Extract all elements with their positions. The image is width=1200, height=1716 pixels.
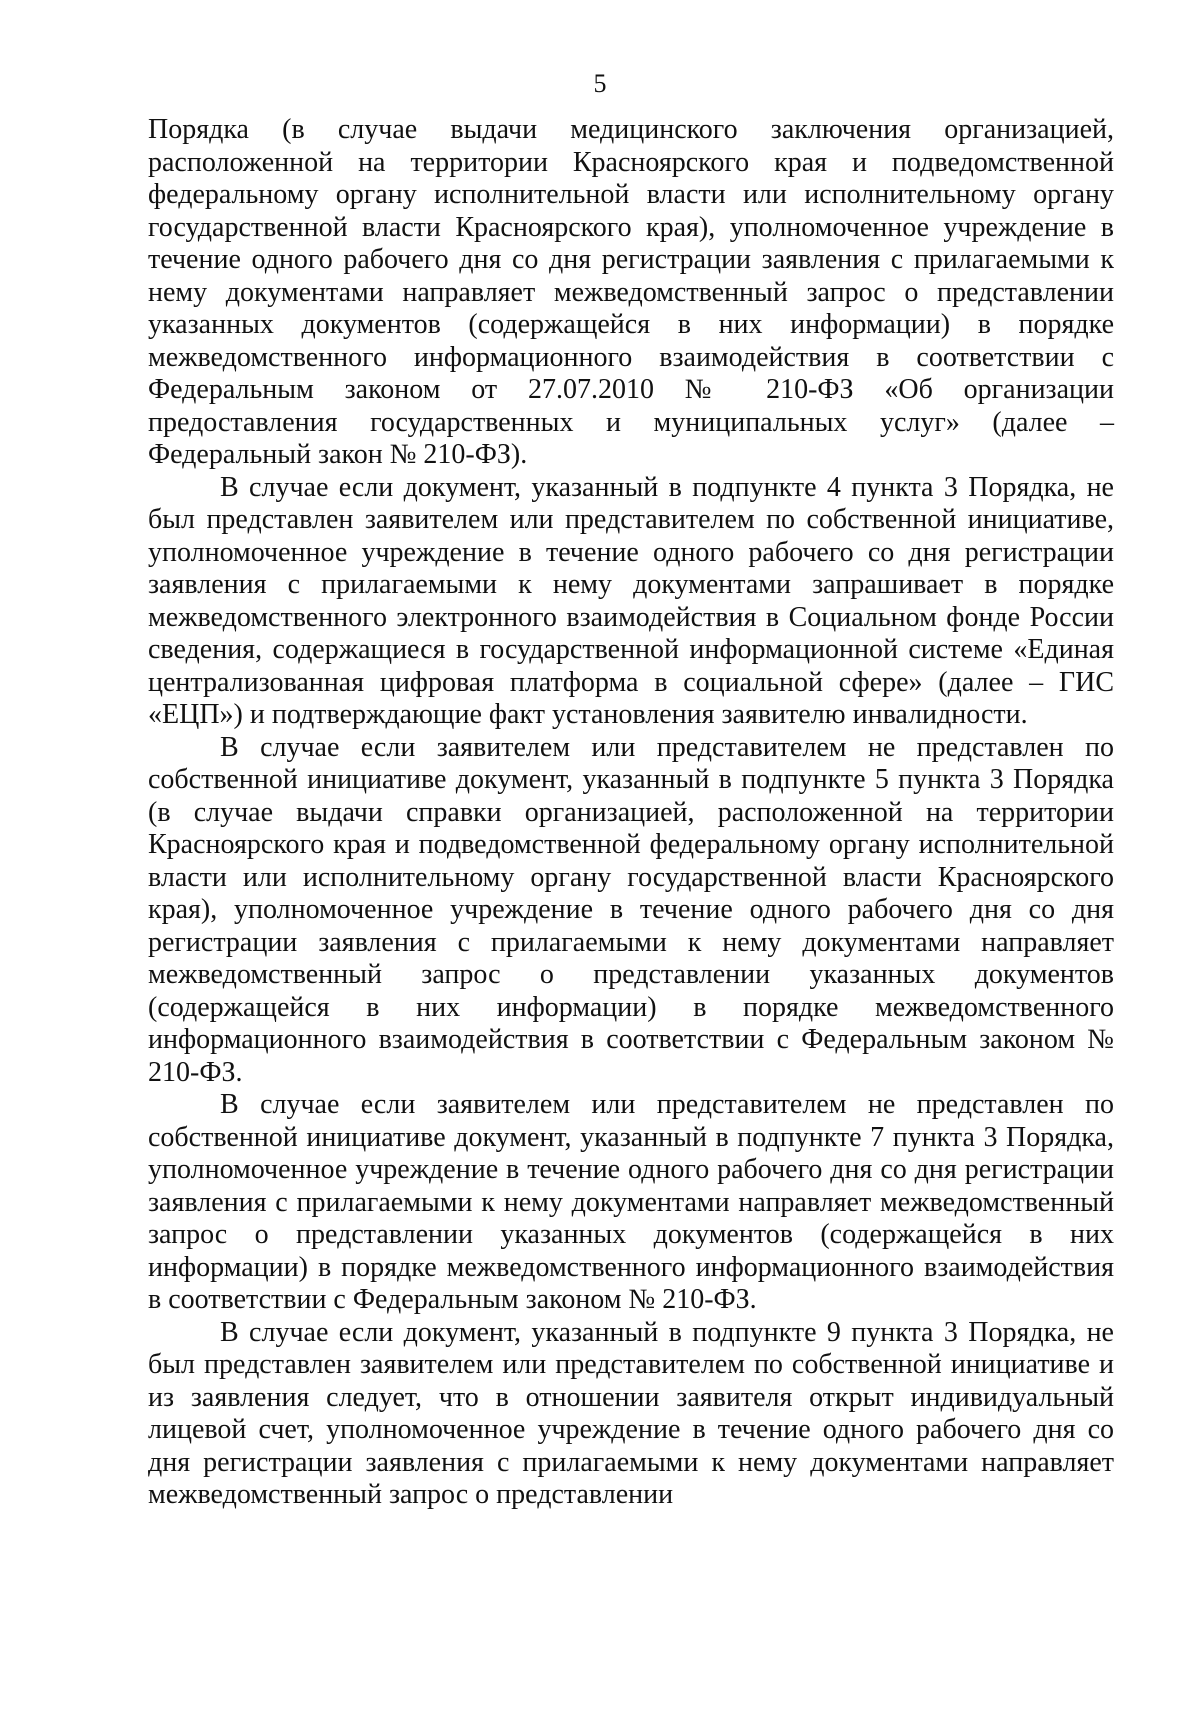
paragraph-subpoint-9: В случае если документ, указанный в подпункте 9 пункта 3 Порядка, не был представлен заявителем или представителем по собственной инициативе и из заявления следует, что в отношении заявителя открыт индивидуальный лицевой счет, уполномоченное учреждение в течение одного рабочего дня со дня регистрации заявления с прилагаемыми к нему документами направляет межведомственный запрос о представлении — [148, 1316, 1114, 1510]
paragraph-subpoint-7: В случае если заявителем или представителем не представлен по собственной инициативе документ, указанный в подпункте 7 пункта 3 Порядка, уполномоченное учреждение в течение одного рабочего дня со дня регистрации заявления с прилагаемыми к нему документами направляет межведомственный запрос о представлении указанных документов (содержащейся в них информации) в порядке межведомственного информационного взаимодействия в соответствии с Федеральным законом № 210-ФЗ. — [148, 1089, 1114, 1315]
paragraph-subpoint-5: В случае если заявителем или представителем не представлен по собственной инициативе документ, указанный в подпункте 5 пункта 3 Порядка (в случае выдачи справки организацией, расположенной на территории Красноярского края и подведомственной федеральному органу исполнительной власти или исполнительному органу государственной власти Красноярского края), уполномоченное учреждение в течение одного рабочего дня со дня регистрации заявления с прилагаемыми к нему документами направляет межведомственный запрос о представлении указанных документов (содержащейся в них информации) в порядке межведомственного информационного взаимодействия в соответствии с Федеральным законом № 210-ФЗ. — [148, 731, 1114, 1088]
paragraph-continuation: Порядка (в случае выдачи медицинского заключения организацией, расположенной на территории Красноярского края и подведомственной федеральному органу исполнительной власти или исполнительному органу государственной власти Красноярского края), уполномоченное учреждение в течение одного рабочего дня со дня регистрации заявления с прилагаемыми к нему документами направляет межведомственный запрос о представлении указанных документов (содержащейся в них информации) в порядке межведомственного информационного взаимодействия в соответствии с Федеральным законом от 27.07.2010 № 210-ФЗ «Об организации предоставления государственных и муниципальных услуг» (далее – Федеральный закон № 210-ФЗ). — [148, 114, 1114, 470]
document-body — [148, 114, 1114, 1512]
paragraph-subpoint-4: В случае если документ, указанный в подпункте 4 пункта 3 Порядка, не был представлен заявителем или представителем по собственной инициативе, уполномоченное учреждение в течение одного рабочего со дня регистрации заявления с прилагаемыми к нему документами запрашивает в порядке межведомственного электронного взаимодействия в Социальном фонде России сведения, содержащиеся в государственной информационной системе «Единая централизованная цифровая платформа в социальной сфере» (далее – ГИС «ЕЦП») и подтверждающие факт установления заявителю инвалидности. — [148, 471, 1114, 730]
page-number: 5 — [593, 69, 607, 98]
